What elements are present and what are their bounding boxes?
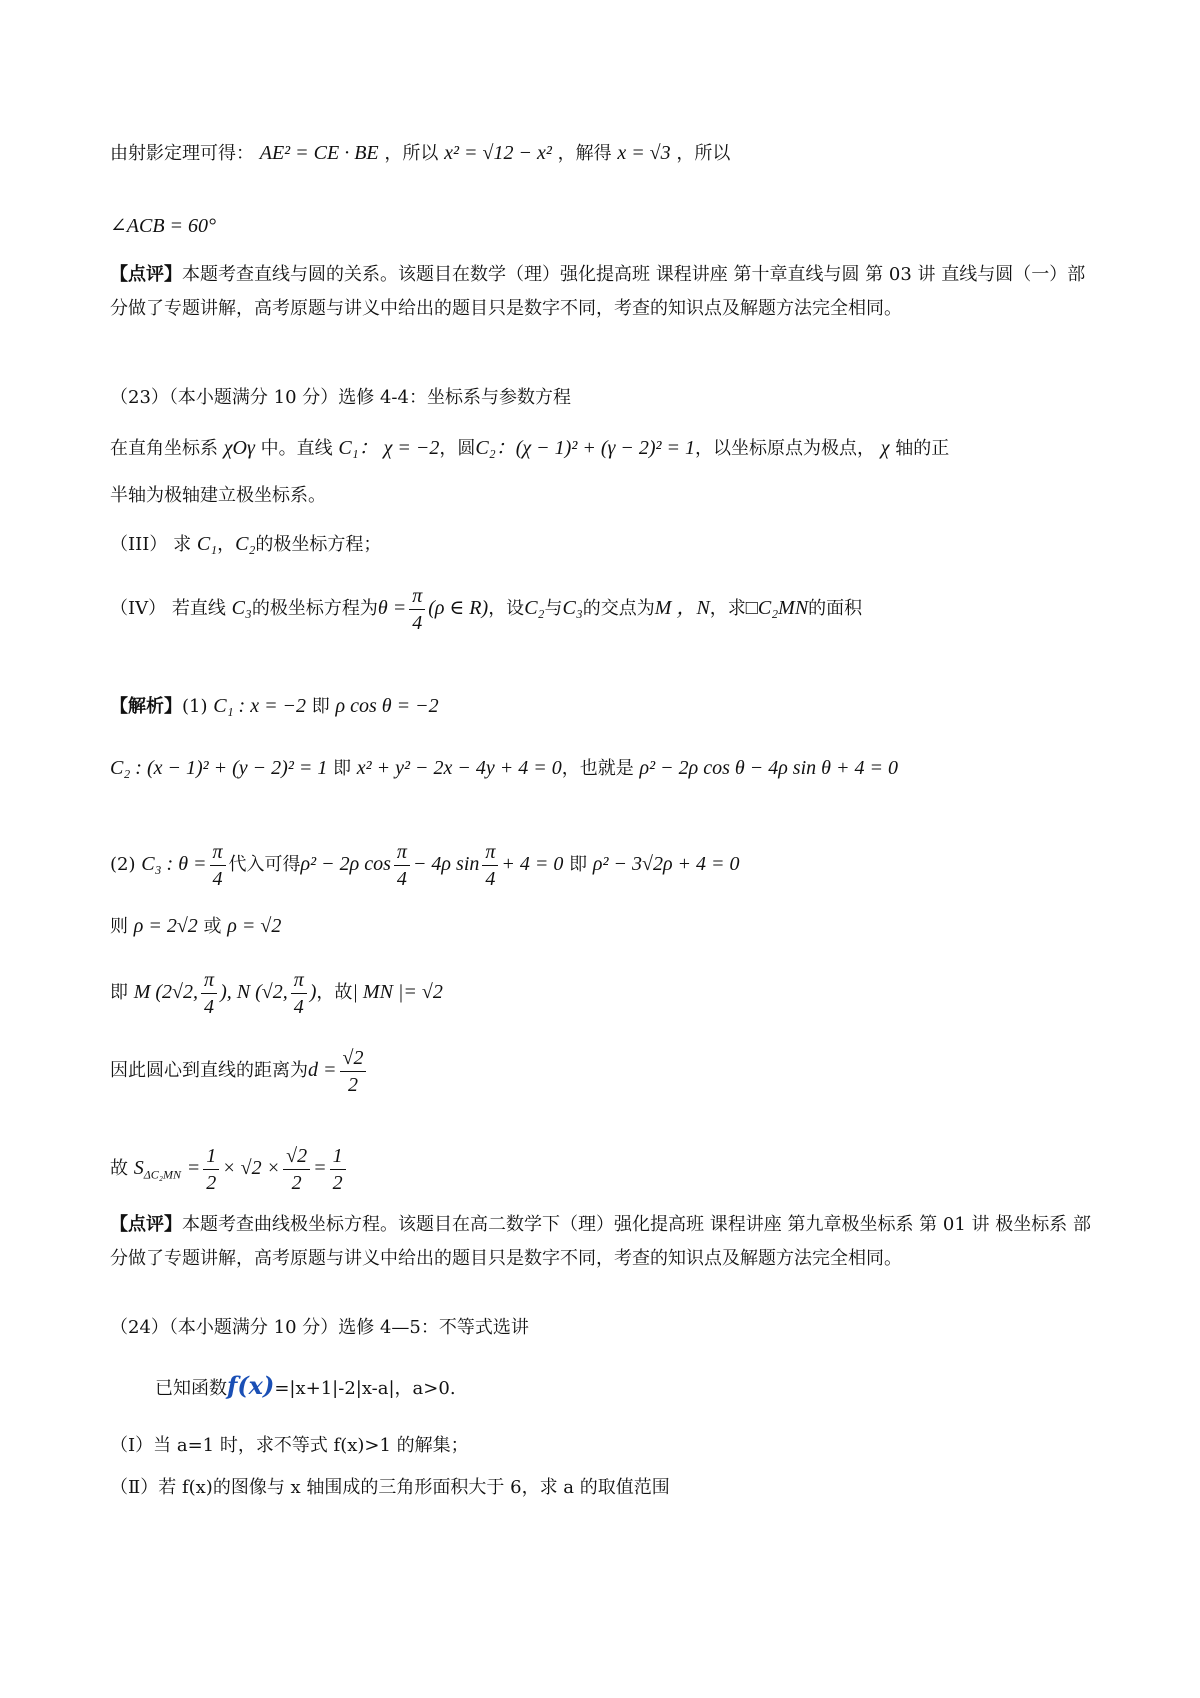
- fraction: [482, 839, 498, 892]
- function-f-image: f(x): [227, 1371, 275, 1400]
- fraction: [291, 967, 307, 1020]
- equation-ae: AE² = CE · BE: [259, 142, 379, 164]
- equation: ρ² − 2ρ cos: [300, 853, 391, 875]
- denominator: 2: [332, 1171, 343, 1194]
- equation: C₃ : θ =: [141, 853, 207, 875]
- equation: C₁: [196, 533, 218, 555]
- text: 的面积: [808, 598, 863, 619]
- numerator: π: [482, 839, 498, 866]
- review-tag: 【点评】: [110, 1214, 182, 1235]
- numerator: π: [210, 839, 226, 866]
- q23-stem: [110, 432, 949, 465]
- equation-c1: C₁： χ = −2: [338, 437, 440, 459]
- proof-line-2: [110, 210, 216, 243]
- text: ，以坐标原点为极点，: [695, 438, 876, 459]
- equation: =: [313, 1157, 327, 1179]
- q24-stem: [155, 1370, 456, 1405]
- equation: C₂: [235, 533, 256, 555]
- equation: ), N (√2,: [220, 981, 288, 1003]
- equation: θ =: [377, 597, 407, 619]
- equation: χOγ: [223, 437, 255, 459]
- denominator: 2: [347, 1073, 358, 1096]
- equation: S: [133, 1157, 144, 1179]
- step-number: (1): [182, 696, 208, 717]
- equation: M ，N: [654, 597, 710, 619]
- text: ，也就是: [561, 758, 634, 779]
- equation: − 4ρ sin: [412, 853, 480, 875]
- denominator: 4: [293, 995, 304, 1018]
- text: 因此圆心到直线的距离为: [110, 1060, 308, 1081]
- equation: C₃: [231, 597, 252, 619]
- q23-part-2: [110, 578, 862, 639]
- text: 代入可得: [228, 854, 301, 875]
- text: ，所以: [384, 143, 439, 164]
- text: 的极坐标方程为: [251, 598, 378, 619]
- fraction: [340, 1045, 367, 1098]
- equation: x² + y² − 2x − 4y + 4 = 0: [356, 757, 562, 779]
- text: 在直角坐标系: [110, 438, 218, 459]
- denominator: 4: [396, 867, 407, 890]
- equation: | MN |= √2: [352, 981, 443, 1003]
- q23-part-1: [110, 528, 381, 561]
- text: 的交点为: [582, 598, 655, 619]
- equation: C₁ : x = −2: [213, 695, 307, 717]
- text: 即: [311, 696, 330, 717]
- fraction: [203, 1143, 219, 1196]
- text: 则: [110, 916, 128, 937]
- equation-c2: C₂：(χ − 1)² + (γ − 2)² = 1: [475, 437, 696, 459]
- q24-part-2: （Ⅱ）若 f(x)的图像与 x 轴围成的三角形面积大于 6，求 a 的取值范围: [110, 1477, 670, 1498]
- equation: ρ cos θ = −2: [335, 695, 439, 717]
- sol23-line-6: [110, 1040, 369, 1101]
- text: 求: [173, 534, 192, 555]
- sol23-line-1: [110, 690, 439, 723]
- review-text: 本题考查曲线极坐标方程。该题目在高二数学下（理）强化提高班 课程讲座 第九章极坐标系 第 01 讲 极坐标系 部分做了专题讲解，高考原题与讲义中给出的题目只是数字不同，考查的知识点及解题方法完全相同。: [110, 1214, 1091, 1269]
- fraction: [210, 839, 226, 892]
- numerator: π: [291, 967, 307, 994]
- q24-header: （24）（本小题满分 10 分）选修 4—5：不等式选讲: [110, 1317, 529, 1338]
- text: 已知函数: [155, 1378, 227, 1399]
- text: =|x+1|-2|x-a|，a>0.: [274, 1378, 456, 1399]
- sol23-line-2: [110, 752, 898, 785]
- equation: □C₂MN: [745, 597, 809, 619]
- fraction: [330, 1143, 346, 1196]
- solution-tag: 【解析】: [110, 696, 182, 717]
- sol23-line-7: [110, 1138, 349, 1205]
- text: ，: [217, 534, 236, 555]
- equation: C₂ : (x − 1)² + (y − 2)² = 1: [110, 757, 328, 779]
- text: 即: [333, 758, 352, 779]
- fraction: [409, 583, 425, 636]
- fraction: [201, 967, 217, 1020]
- text: ，设: [488, 598, 525, 619]
- text: 故: [110, 1158, 128, 1179]
- numerator: π: [409, 583, 425, 610]
- equation-x: x = √3: [617, 142, 671, 164]
- sol23-line-3: [110, 834, 740, 895]
- numerator: 1: [330, 1143, 346, 1170]
- equation-angle: ∠ACB = 60°: [110, 215, 217, 237]
- text: 由射影定理可得：: [110, 143, 254, 164]
- proof-line-1: [110, 137, 730, 170]
- q24-part-1: （Ⅰ）当 a=1 时，求不等式 f(x)>1 的解集；: [110, 1435, 469, 1456]
- equation: × √2 ×: [222, 1157, 281, 1179]
- numerator: √2: [340, 1045, 367, 1072]
- fraction: [394, 839, 410, 892]
- text: ，解得: [557, 143, 612, 164]
- numerator: π: [201, 967, 217, 994]
- denominator: 2: [291, 1171, 302, 1194]
- sol23-line-5: [110, 962, 443, 1023]
- review-tag: 【点评】: [110, 264, 182, 285]
- equation: C₂: [524, 597, 545, 619]
- text: 中。直线: [260, 438, 333, 459]
- review-2: [110, 1208, 1100, 1276]
- denominator: 4: [412, 611, 423, 634]
- sol23-line-4: [110, 910, 281, 943]
- part-number: （IV）: [110, 598, 167, 619]
- numerator: π: [394, 839, 410, 866]
- text: ，求: [709, 598, 746, 619]
- q23-header: （23）（本小题满分 10 分）选修 4-4：坐标系与参数方程: [110, 387, 571, 408]
- equation: χ: [880, 437, 890, 459]
- step-number: (2): [110, 854, 136, 875]
- equation: d =: [308, 1059, 337, 1081]
- equation: ρ = 2√2: [133, 915, 198, 937]
- equation: ρ = √2: [227, 915, 282, 937]
- part-number: （III）: [110, 534, 168, 555]
- numerator: 1: [203, 1143, 219, 1170]
- equation: ρ² − 3√2ρ + 4 = 0: [592, 853, 740, 875]
- equation: M (2√2,: [133, 981, 199, 1003]
- equation: ρ² − 2ρ cos θ − 4ρ sin θ + 4 = 0: [639, 757, 898, 779]
- text: 或: [203, 916, 222, 937]
- text: 的极坐标方程；: [255, 534, 382, 555]
- denominator: 4: [212, 867, 223, 890]
- equation: (ρ ∈ R): [428, 597, 489, 619]
- text: 若直线: [171, 598, 226, 619]
- q23-stem-line2: 半轴为极轴建立极坐标系。: [110, 485, 326, 506]
- equation: =: [186, 1157, 201, 1179]
- equation: C₃: [562, 597, 583, 619]
- equation: + 4 = 0: [501, 853, 564, 875]
- fraction: [283, 1143, 310, 1196]
- subscript: ΔC₂MN: [143, 1167, 181, 1182]
- text: 即: [569, 854, 588, 875]
- review-1: [110, 258, 1100, 326]
- text: 即: [110, 982, 128, 1003]
- review-text: 本题考查直线与圆的关系。该题目在数学（理）强化提高班 课程讲座 第十章直线与圆 第 03 讲 直线与圆（一）部分做了专题讲解，高考原题与讲义中给出的题目只是数字不同，考查的知识点及解题方法完全相同。: [110, 264, 1086, 319]
- equation-x2: x² = √12 − x²: [444, 142, 552, 164]
- text: 与: [544, 598, 563, 619]
- denominator: 2: [206, 1171, 217, 1194]
- denominator: 4: [204, 995, 215, 1018]
- equation: ): [309, 981, 317, 1003]
- numerator: √2: [283, 1143, 310, 1170]
- denominator: 4: [485, 867, 496, 890]
- text: ，所以: [676, 143, 731, 164]
- text: ，故: [316, 982, 353, 1003]
- text: 轴的正: [895, 438, 950, 459]
- text: ，圆: [439, 438, 476, 459]
